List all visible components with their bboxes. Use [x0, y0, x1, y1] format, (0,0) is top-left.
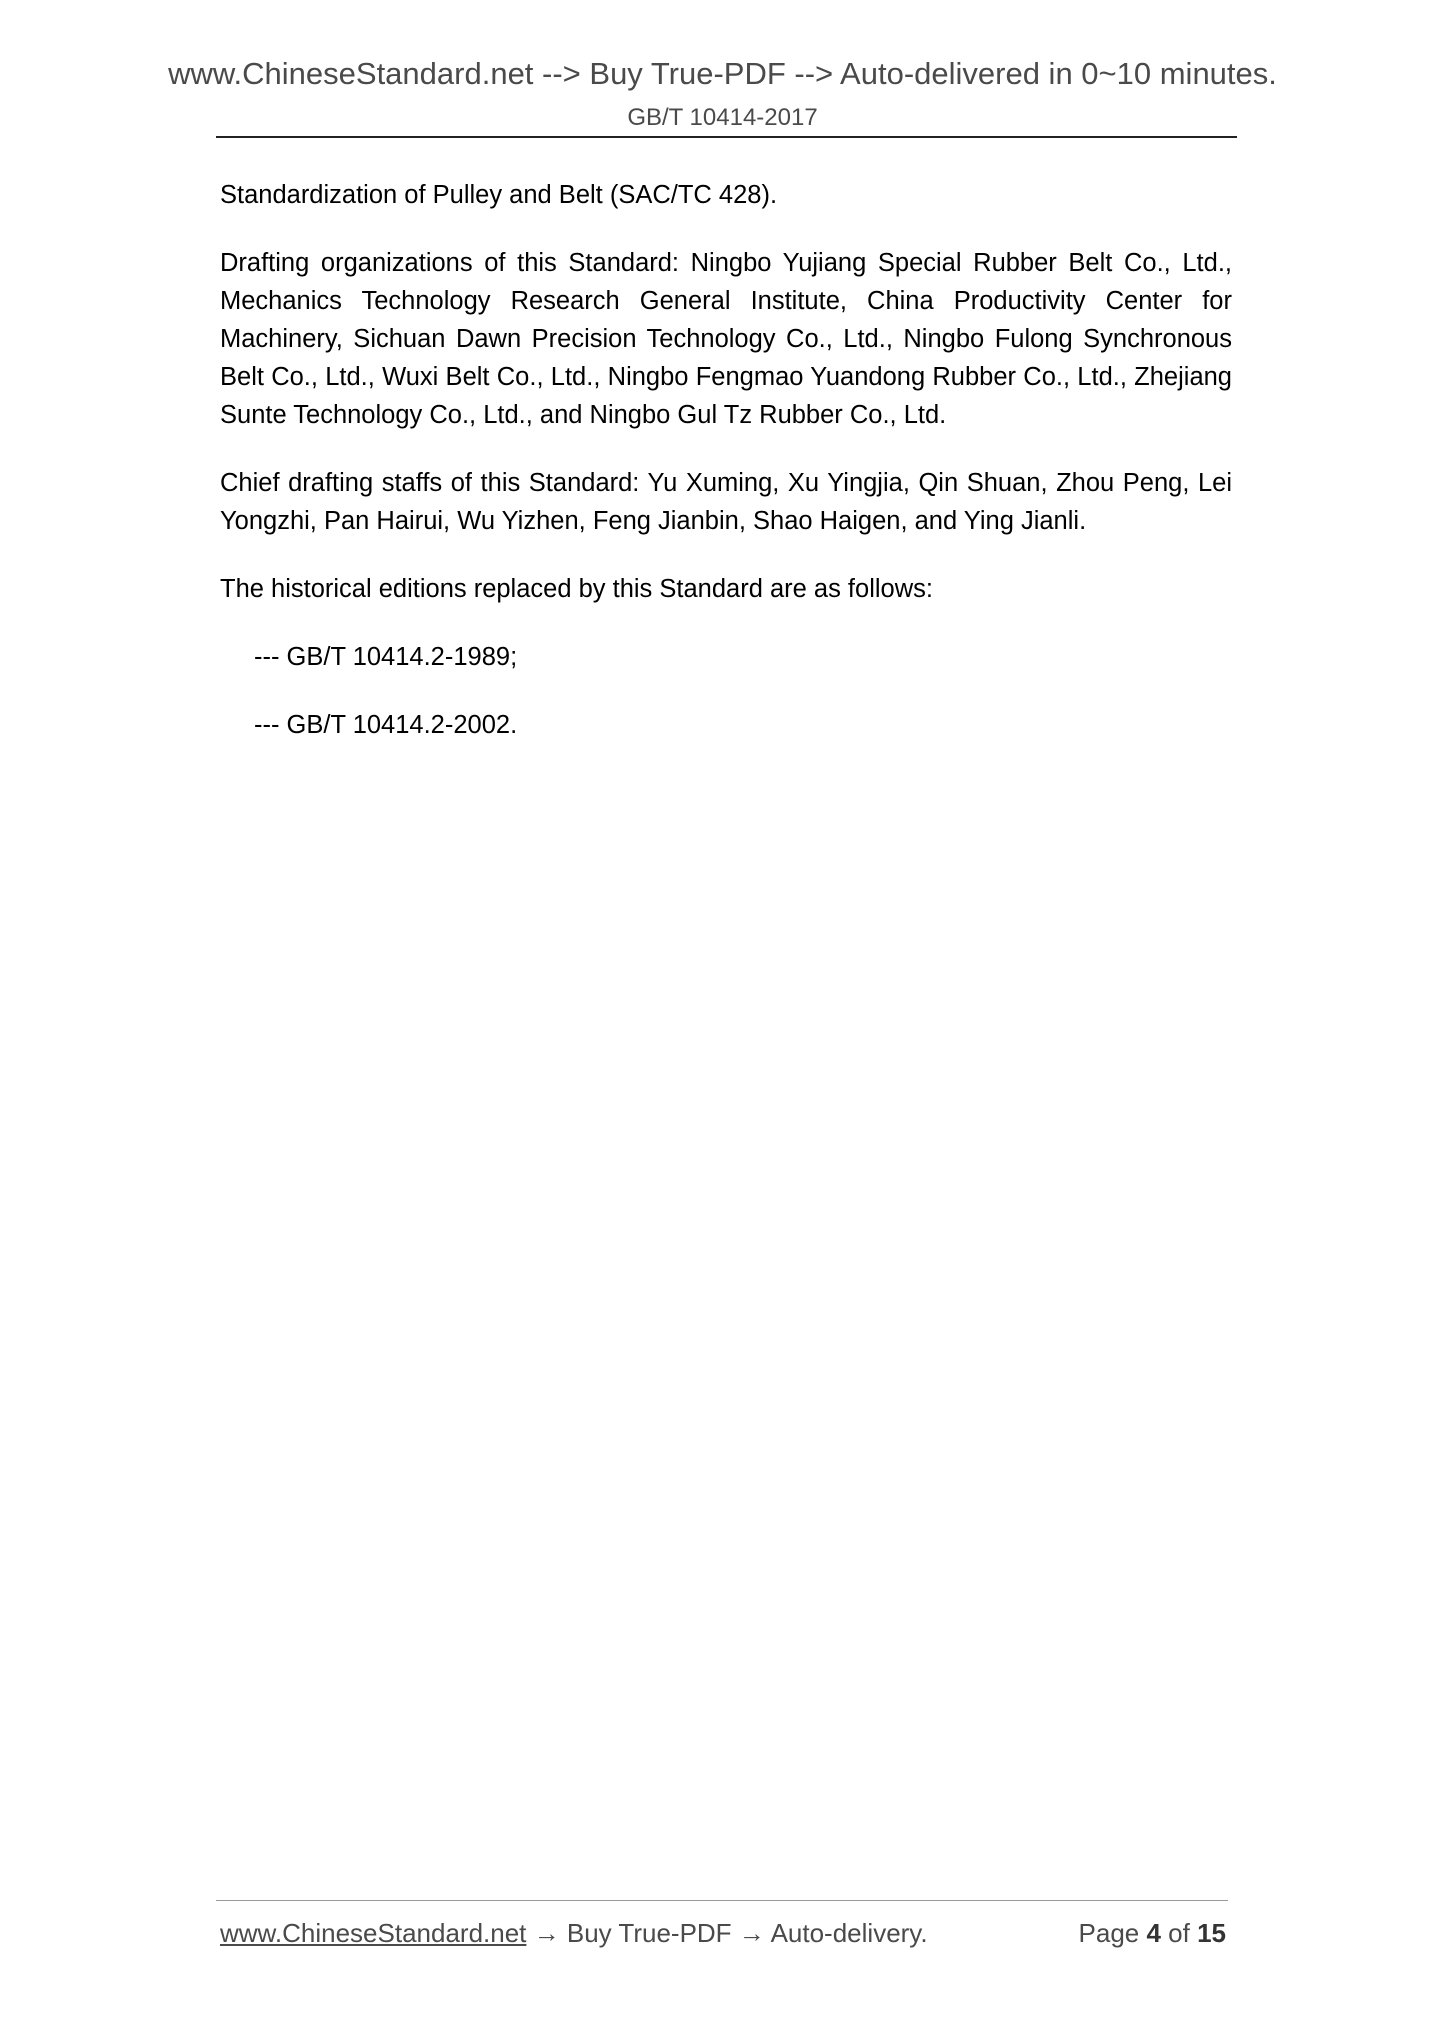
page-word: Page: [1078, 1918, 1147, 1948]
paragraph-drafting-staff: Chief drafting staffs of this Standard: Yu Xuming, Xu Yingjia, Qin Shuan, Zhou Peng, Lei Yongzhi, Pan Hairui, Wu Yizhen, Feng Jianbin, Shao Haigen, and Ying Jianli.: [220, 469, 1232, 535]
footer-left: [220, 1918, 928, 1949]
paragraph-drafting-organizations: Drafting organizations of this Standard: Ningbo Yujiang Special Rubber Belt Co., Ltd., Mechanics Technology Research General Institute, China Productivity Center for Machinery, Sichuan Dawn Precision Technology Co., Ltd., Ningbo Fulong Synchronous Belt Co., Ltd., Wuxi Belt Co., Ltd., Ningbo Fengmao Yuandong Rubber Co., Ltd., Zhejiang Sunte Technology Co., Ltd., and Ningbo Gul Tz Rubber Co., Ltd.: [220, 249, 1232, 429]
footer-link[interactable]: www.ChineseStandard.net: [220, 1918, 527, 1948]
header-divider: [216, 136, 1237, 138]
footer: [220, 1918, 1226, 1949]
standard-number: GB/T 10414-2017: [627, 104, 818, 131]
list-item: --- GB/T 10414.2-2002.: [254, 711, 518, 739]
of-word: of: [1160, 1918, 1198, 1948]
paragraph-committee: Standardization of Pulley and Belt (SAC/TC 428).: [220, 181, 778, 209]
document-body: [220, 176, 1232, 774]
header-title: www.ChineseStandard.net --> Buy True-PDF --> Auto-delivered in 0~10 minutes.: [168, 56, 1277, 91]
paragraph-historical-editions: The historical editions replaced by this Standard are as follows:: [220, 575, 933, 603]
page-total: 15: [1197, 1918, 1226, 1948]
page-number: 4: [1146, 1918, 1161, 1948]
footer-divider: [216, 1900, 1228, 1901]
footer-suffix: → Buy True-PDF → Auto-delivery.: [526, 1918, 928, 1948]
list-item: --- GB/T 10414.2-1989;: [254, 643, 518, 671]
page-indicator: [1079, 1918, 1226, 1949]
